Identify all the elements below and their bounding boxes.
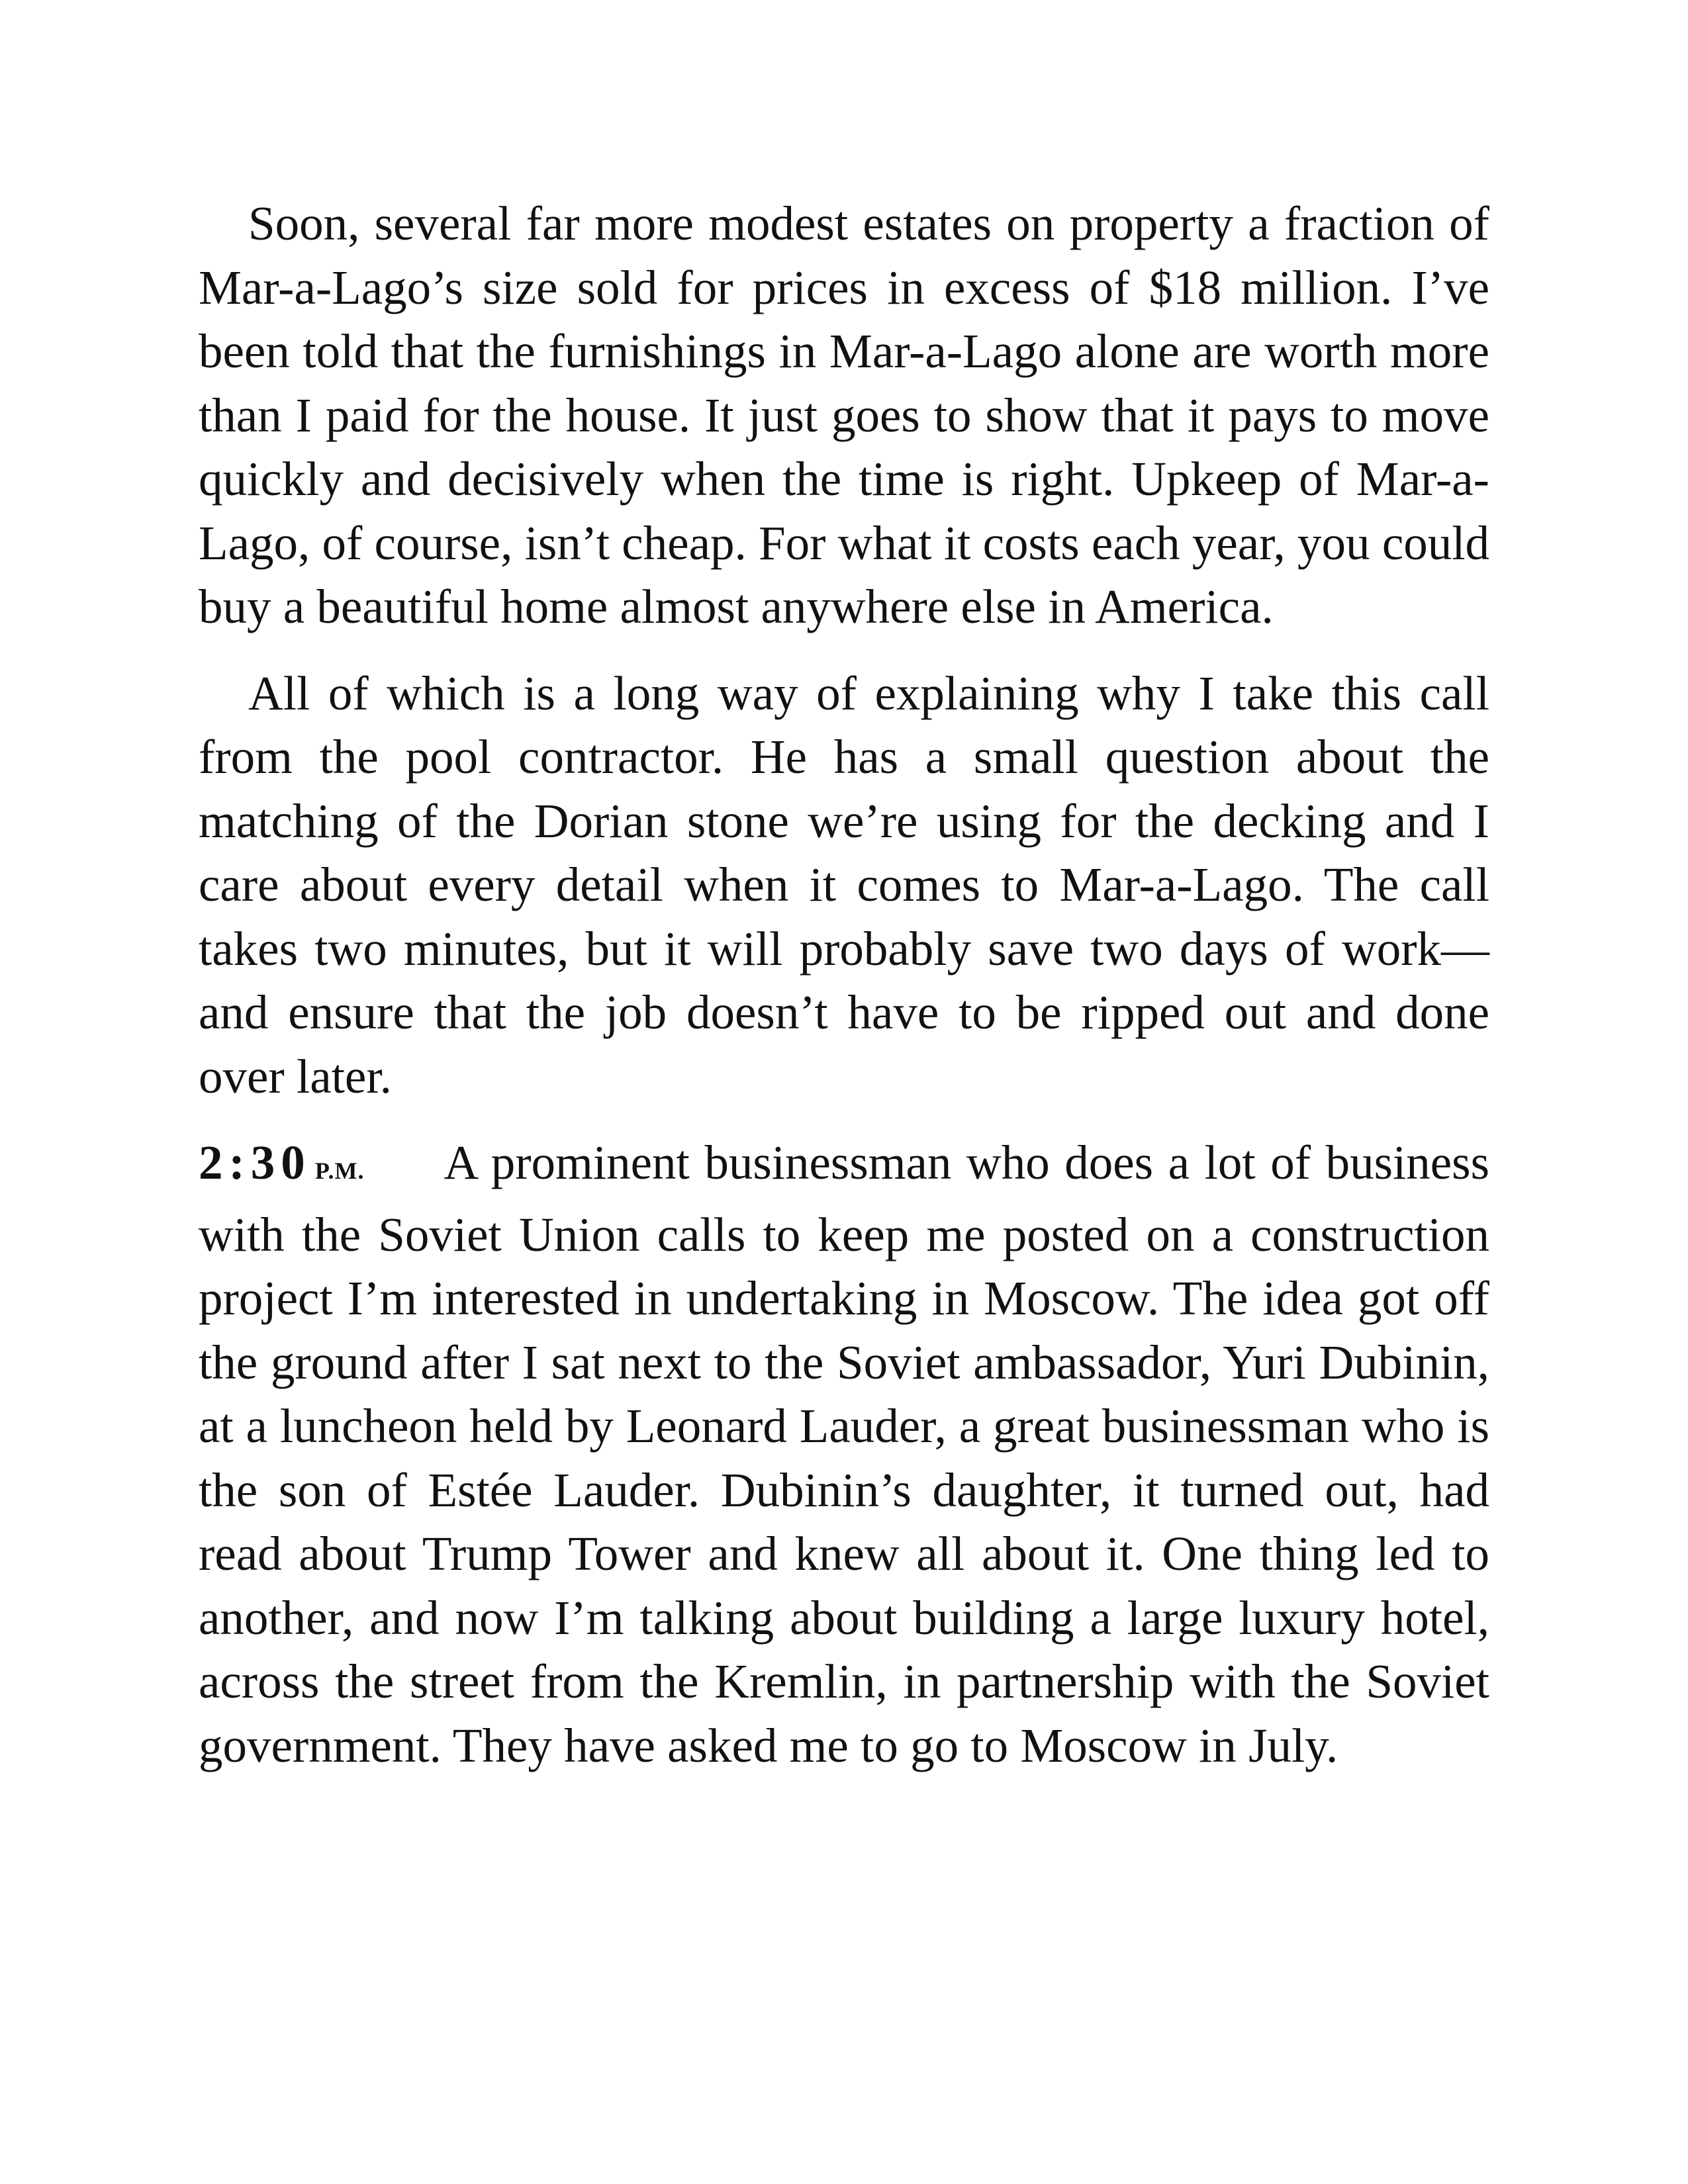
paragraph-text: A prominent businessman who does a lot of business with the Soviet Union calls to keep me posted on a construction project I’m interested in undertaking in Moscow. The idea got off the ground after I sat next to the Soviet ambassador, Yuri Dubinin, at a luncheon held by Leonard Lauder, a great businessman who is the son of Estée Lauder. Dubinin’s daughter, it turned out, had read about Trump Tower and knew all about it. One thing led to another, and now I’m talking about building a large luxury hotel, across the street from the Kremlin, in partnership with the Soviet government. They have asked me to go to Moscow in July. xyxy=(199,1136,1489,1772)
page-body xyxy=(199,192,1489,1800)
paragraph-mar-a-lago-value: Soon, several far more modest estates on property a fraction of Mar-a-Lago’s size sold for prices in excess of $18 million. I’ve been told that the furnishings in Mar-a-Lago alone are worth more than I paid for the house. It just goes to show that it pays to move quickly and decisively when the time is right. Upkeep of Mar-a-Lago, of course, isn’t cheap. For what it costs each year, you could buy a beautiful home almost anywhere else in America. xyxy=(199,197,1489,633)
time-entry: 2:30 xyxy=(199,1136,311,1189)
paragraph-pool-contractor: All of which is a long way of explaining why I take this call from the pool contractor. He has a small question about the matching of the Dorian stone we’re using for the decking and I care about every detail when it comes to Mar-a-Lago. The call takes two minutes, but it will probably save two days of work—and ensure that the job doesn’t have to be ripped out and done over later. xyxy=(199,666,1489,1103)
time-entry-suffix: P.M. xyxy=(314,1158,365,1184)
paragraph-moscow-project xyxy=(199,1131,1489,1778)
